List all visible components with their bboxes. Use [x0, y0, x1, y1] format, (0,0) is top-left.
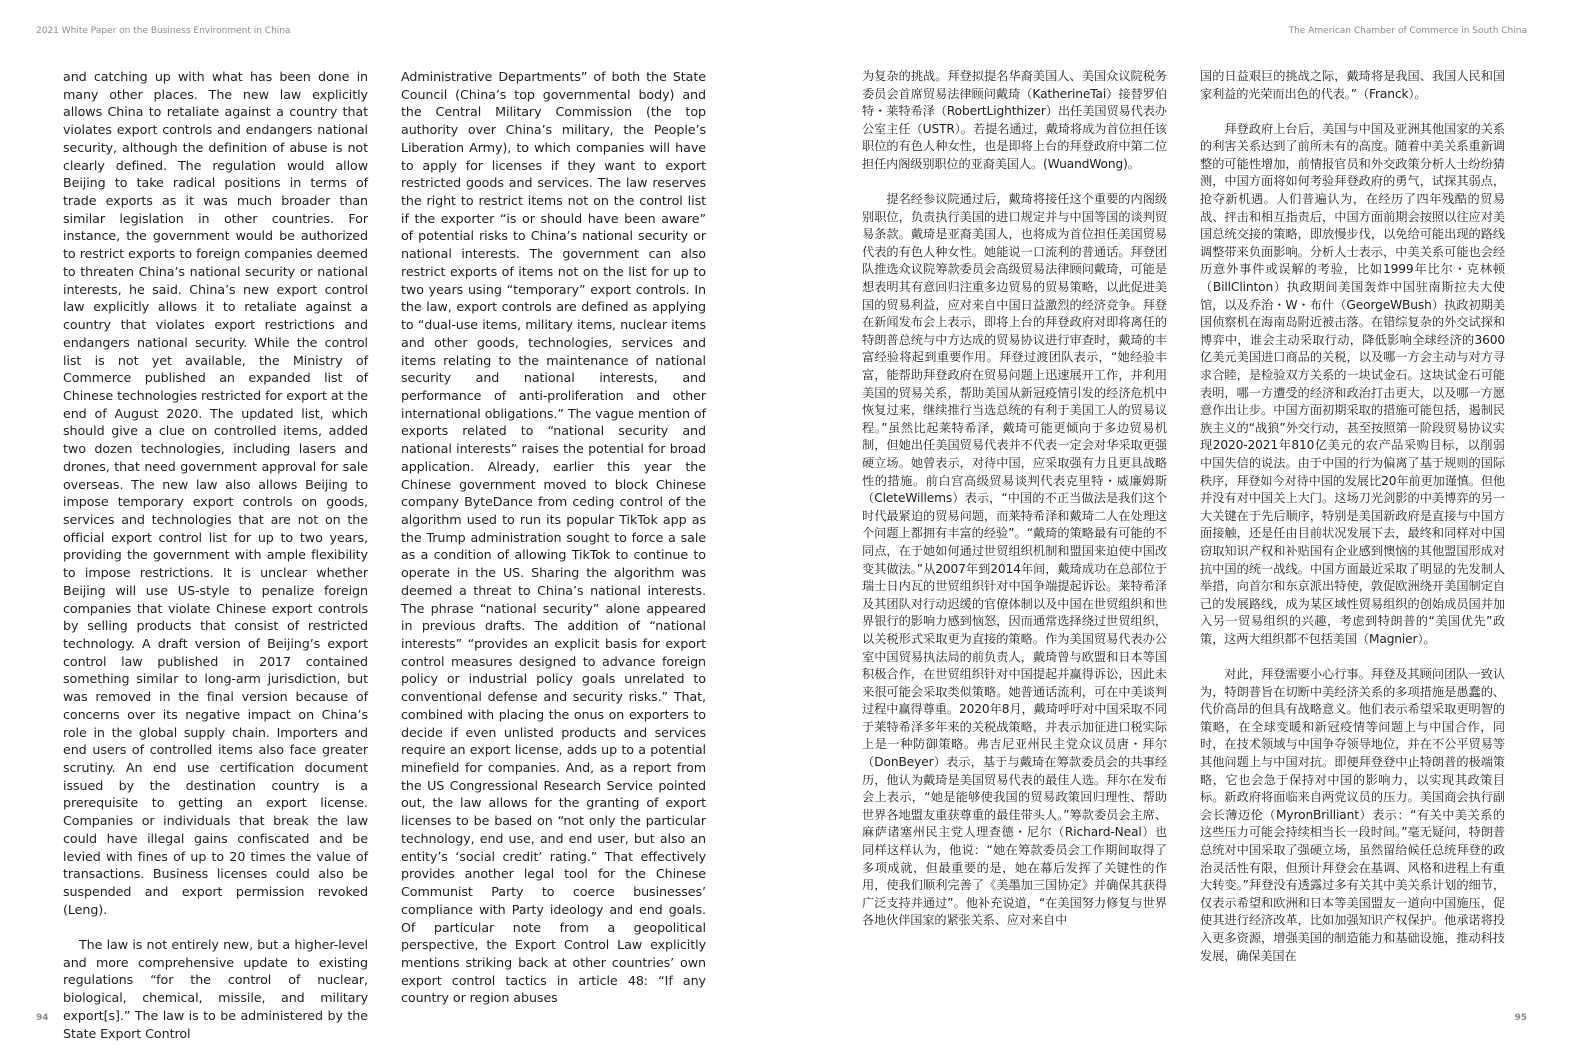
- paragraph: and catching up with what has been done in many other places. The new law explicitly allows China to retaliate against a country that violates export controls and endangers national security, although the definition of abuse is not clearly defined. The regulation would allow Beijing to take radical positions in terms of trade exports as it was much broader than similar legislation in other countries. For instance, the government would be authorized to restrict exports to foreign companies deemed to threaten China’s national security or national interests, he said. China’s new export control law explicitly allows it to retaliate against a country that violates export restrictions and endangers national security. While the control list is not yet available, the Ministry of Commerce published an expanded list of Chinese technologies restricted for export at the end of August 2020. The updated list, which should give a clue on controlled items, added two dozen technologies, including lasers and drones, that need government approval for sale overseas. The new law also allows Beijing to impose temporary export controls on goods, services and technologies that are not on the official export control list for up to two years, providing the government with ample flexibility to impose restrictions. It is unclear whether Beijing will use US-style to penalize foreign companies that violate Chinese export controls by selling products that consist of restricted technology. A draft version of Beijing’s export control law published in 2017 contained something similar to long-arm jurisdiction, but was removed in the final version because of concerns over its negative impact on China’s role in the global supply chain. Importers and end users of controlled items also face greater scrutiny. An end use certification document issued by the destination country is a prerequisite to getting an export license. Companies or individuals that break the law could have illegal gains confiscated and be levied with fines of up to 20 times the value of transactions. Business licenses could also be suspended and export permission revoked (Leng).: [63, 69, 368, 917]
- left-page-column-1: [63, 68, 368, 1041]
- paragraph: 为复杂的挑战。拜登拟提名华裔美国人、美国众议院税务委员会首席贸易法律顾问戴琦（KatherineTai）接替罗伯特・莱特希泽（RobertLighthizer）出任美国贸易代表办公室主任（USTR）。若提名通过，戴琦将成为首位担任该职位的有色人种女性，也是即将上台的拜登政府中第二位担任内阁级别职位的亚裔美国人。(WuandWong)。: [862, 69, 1167, 171]
- paragraph: 对此，拜登需要小心行事。拜登及其顾问团队一致认为，特朗普旨在切断中美经济关系的多项措施是愚蠢的、代价高昂的但具有战略意义。他们表示希望采取更明智的策略，在全球变暖和新冠疫情等问题上与中国合作，同时，在技术领域与中国争夺领导地位，并在不公平贸易等其他问题上与中国对抗。即便拜登登中止特朗普的极端策略，它也会急于保持对中国的影响力，以实现其政策目标。新政府将面临来自两党议员的压力。美国商会执行副会长薄迈伦（MyronBrilliant）表示：“有关中美关系的这些压力可能会持续相当长一段时间。”毫无疑问，特朗普总统对中国采取了强硬立场，虽然留给候任总统拜登的政治灵活性有限，但预计拜登会在基调、风格和进程上有重大转变。”拜登没有透露过多有关其中美关系计划的细节，仅表示希望和欧洲和日本等美国盟友一道向中国施压，促使其进行经济改革，比如加强知识产权保护。他承诺将投入更多资源，增强美国的制造能力和基础设施，推动科技发展，确保美国在: [1200, 667, 1505, 963]
- page-number-right: 95: [1514, 1013, 1527, 1023]
- paragraph: The law is not entirely new, but a higher-level and more comprehensive update to existing regulations “for the control of nuclear, biological, chemical, missile, and military export[s].” The law is to be administered by the State Export Control: [63, 937, 368, 1041]
- running-head-right: The American Chamber of Commerce in South China: [1288, 26, 1527, 36]
- right-page-column-1: [862, 68, 1167, 968]
- paragraph: 拜登政府上台后，美国与中国及亚洲其他国家的关系的利害关系达到了前所未有的高度。随着中美关系重新调整的可能性增加，前情报官员和外交政策分析人士纷纷猜测，中国方面将如何考验拜登政府的勇气，试探其弱点，抢夺新机遇。人们普遍认为，在经历了四年残酷的贸易战、抨击和相互指责后，中国方面前期会按照以往应对美国总统交接的策略，即放慢步伐，以免给可能出现的路线调整带来负面影响。分析人士表示，中美关系可能也会经历意外事件或误解的考验，比如1999年比尔・克林顿（BillClinton）执政期间美国轰炸中国驻南斯拉夫大使馆，以及乔治・W・布什（GeorgeWBush）执政初期美国侦察机在海南岛附近被击落。在错综复杂的外交试探和博弈中，谁会主动采取行动，降低影响全球经济的3600亿美元美国进口商品的关税，以及哪一方会主动与对方寻求合睦，是检验双方关系的一块试金石。这块试金石可能表明，哪一方遭受的经济和政治打击更大，以及哪一方愿意作出让步。中国方面初期采取的措施可能包括，遏制民族主义的“战狼”外交行动，甚至按照第一阶段贸易协议实现2020-2021年810亿美元的农产品采购目标，以削弱中国失信的说法。由于中国的行为偏离了基于规则的国际秩序，拜登如今对待中国的发展比20年前更加谨慎。但他并没有对中国关上大门。这场刀光剑影的中美博弈的另一大关键在于先后顺序，特别是美国新政府是直接与中国方面接触，还是任由目前状况发展下去，最终和同样对中国窃取知识产权和补贴国有企业感到懊恼的其他盟国形成对抗中国的统一战线。中国方面最近采取了明显的先发制人举措，向首尔和东京派出特使，敦促欧洲绕开美国制定自己的发展路线，成为某区域性贸易组织的创始成员国并加入另一贸易组织的兴趣，考虑到特朗普的“美国优先”政策，这两大组织都不包括美国（Magnier）。: [1200, 121, 1505, 646]
- page-number-left: 94: [36, 1013, 49, 1023]
- right-page-column-2: [1200, 68, 1505, 968]
- left-page-column-2: [401, 68, 706, 1006]
- paragraph: 国的日益艰巨的挑战之际，戴琦将是我国、我国人民和国家利益的光荣而出色的代表。”（Franck）。: [1200, 69, 1505, 101]
- running-head-left: 2021 White Paper on the Business Environment in China: [36, 26, 291, 36]
- paragraph: Administrative Departments” of both the State Council (China’s top governmental body) and the Central Military Commission (the top authority over China’s military, the People’s Liberation Army), to which companies will have to apply for licenses if they want to export restricted goods and services. The law reserves the right to restrict items not on the control list if the exporter “is or should have been aware” of potential risks to China’s national security or national interests. The government can also restrict exports of items not on the list for up to two years using “temporary” export controls. In the law, export controls are defined as applying to “dual-use items, military items, nuclear items and other goods, technologies, services and items relating to the maintenance of national security and national interests, and performance of anti-proliferation and other international obligations.” The vague mention of exports related to “national security and national interests” raises the potential for broad application. Already, earlier this year the Chinese government moved to block Chinese company ByteDance from ceding control of the algorithm used to run its popular TikTok app as the Trump administration sought to force a sale as a condition of allowing TikTok to continue to operate in the US. Sharing the algorithm was deemed a threat to China’s national interests. The phrase “national security” alone appeared in previous drafts. The addition of “national interests” “provides an explicit basis for export control measures designed to advance foreign policy or industrial policy goals unrelated to conventional defense and security risks.” That, combined with placing the onus on exporters to decide if even unlisted products and services require an export license, adds up to a potential minefield for companies. And, as a report from the US Congressional Research Service pointed out, the law allows for the granting of export licenses to be based on “not only the particular technology, end use, and end user, but also an entity’s ‘social credit’ rating.” That effectively provides another legal tool for the Chinese Communist Party to coerce businesses’ compliance with Party ideology and end goals. Of particular note from a geopolitical perspective, the Export Control Law explicitly mentions striking back at other countries’ own export control tactics in article 48: “If any country or region abuses: [401, 69, 706, 1006]
- paragraph: 提名经参议院通过后，戴琦将接任这个重要的内阁级别职位，负责执行美国的进口规定并与中国等国的谈判贸易条款。戴琦是亚裔美国人，也将成为首位担任美国贸易代表的有色人种女性。她能说一口流利的普通话。拜登团队推选众议院筹款委员会高级贸易法律顾问戴琦，可能是想表明其有意回归注重多边贸易的贸易策略，以此促进美国的贸易利益，应对来自中国日益激烈的经济竞争。拜登在新闻发布会上表示，即将上台的拜登政府对即将离任的特朗普总统与中方达成的贸易协议进行审查时，戴琦的丰富经验将起到重要作用。拜登过渡团队表示，“她经验丰富，能帮助拜登政府在贸易问题上迅速展开工作，并利用美国的贸易关系，帮助美国从新冠疫情引发的经济危机中恢复过来，继续推行当选总统的有利于美国工人的贸易议程。”虽然比起莱特希泽，戴琦可能更倾向于多边贸易机制，但她出任美国贸易代表并不代表一定会对华采取更强硬立场。她曾表示，对待中国，应采取强有力且更具战略性的措施。前白宫高级贸易谈判代表克里特・威廉姆斯（CleteWillems）表示，“中国的不正当做法是我们这个时代最紧迫的贸易问题，而莱特希泽和戴琦二人在处理这个问题上都拥有丰富的经验”。“戴琦的策略最有可能的不同点，在于她如何通过世贸组织机制和盟国来迫使中国改变其做法。”从2007年到2014年间，戴琦成功在总部位于瑞士日内瓦的世贸组织针对中国争端提起诉讼。莱特希泽及其团队对行动迟缓的官僚体制以及中国在世贸组织和世界银行的影响力感到恼怒，因而通常选择绕过世贸组织，以关税形式采取更为直接的策略。作为美国贸易代表办公室中国贸易执法局的前负责人，戴琦曾与欧盟和日本等国积极合作，在世贸组织针对中国提起并赢得诉讼，因此未来很可能会采取类似策略。她普通话流利，可在中美谈判过程中赢得尊重。2020年8月，戴琦呼吁对中国采取不同于莱特希泽多年来的关税战策略，并表示加征进口税实际上是一种防御策略。弗吉尼亚州民主党众议员唐・拜尔（DonBeyer）表示，基于与戴琦在筹款委员会的共事经历，他认为戴琦是美国贸易代表的最佳人选。拜尔在发布会上表示，“她是能够使我国的贸易政策回归理性、帮助世界各地盟友重获尊重的最佳带头人。”筹款委员会主席、麻萨诸塞州民主党人理查德・尼尔（Richard-Neal）也同样这样认为，他说：“她在筹款委员会工作期间取得了多项成就，但最重要的是，她在幕后发挥了关键性的作用，使我们顺利完善了《美墨加三国协定》并确保其获得广泛支持并通过”。他补充说道，“在美国努力修复与世界各地伙伴国家的紧张关系、应对来自中: [862, 192, 1167, 928]
